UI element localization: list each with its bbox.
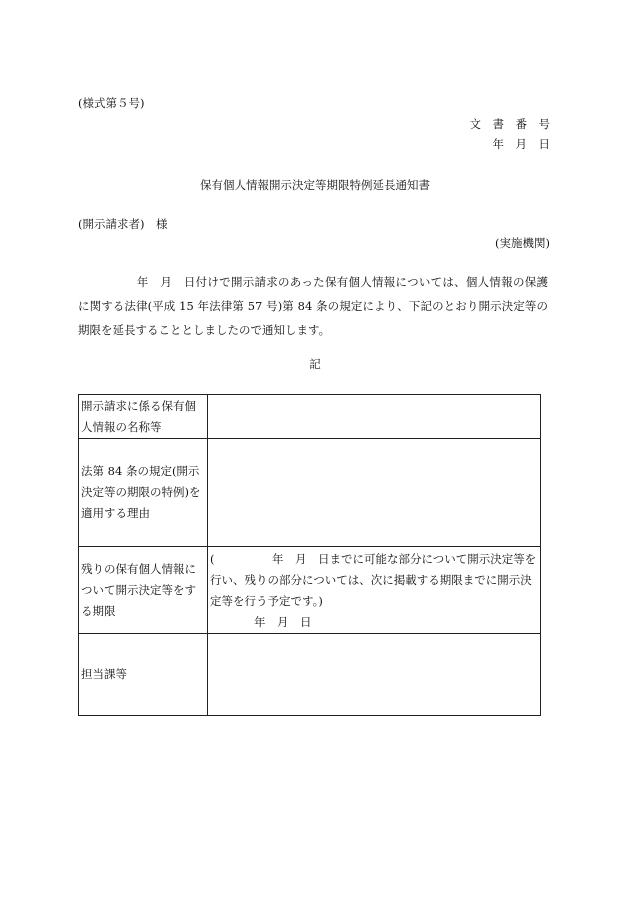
deadline-note: ( 年 月 日までに可能な部分について開示決定等を行い、残りの部分については、次に掲載する期限までに開示決定等を行う予定です。) [210, 552, 537, 608]
table-row [79, 439, 541, 547]
row-value-reason [208, 439, 541, 547]
row-value-department [208, 634, 541, 716]
issue-date-label: 年 月 日 [492, 137, 550, 151]
form-number: (様式第５号) [78, 96, 145, 110]
row-label-target-info: 開示請求に係る保有個人情報の名称等 [79, 395, 208, 439]
table-row [79, 395, 541, 439]
row-label-reason: 法第 84 条の規定(開示決定等の期限の特例)を適用する理由 [79, 439, 208, 547]
table-row [79, 547, 541, 634]
ki-heading: 記 [309, 357, 321, 371]
deadline-date: 年 月 日 [254, 615, 312, 629]
table-row [79, 634, 541, 716]
row-label-department: 担当課等 [79, 634, 208, 716]
addressee: (開示請求者) 様 [78, 217, 168, 231]
row-label-deadline: 残りの保有個人情報について開示決定等をする期限 [79, 547, 208, 634]
document-title: 保有個人情報開示決定等期限特例延長通知書 [200, 178, 430, 192]
row-value-deadline [208, 547, 541, 634]
issuer-label: (実施機関) [495, 236, 550, 250]
row-value-target-info [208, 395, 541, 439]
document-number-label: 文 書 番 号 [469, 117, 550, 131]
details-table [78, 394, 541, 716]
body-paragraph: 年 月 日付けで開示請求のあった保有個人情報については、個人情報の保護に関する法律(平成 15 年法律第 57 号)第 84 条の規定により、下記のとおり開示決定等の期限を延長することとしましたので通知します。 [78, 275, 548, 337]
